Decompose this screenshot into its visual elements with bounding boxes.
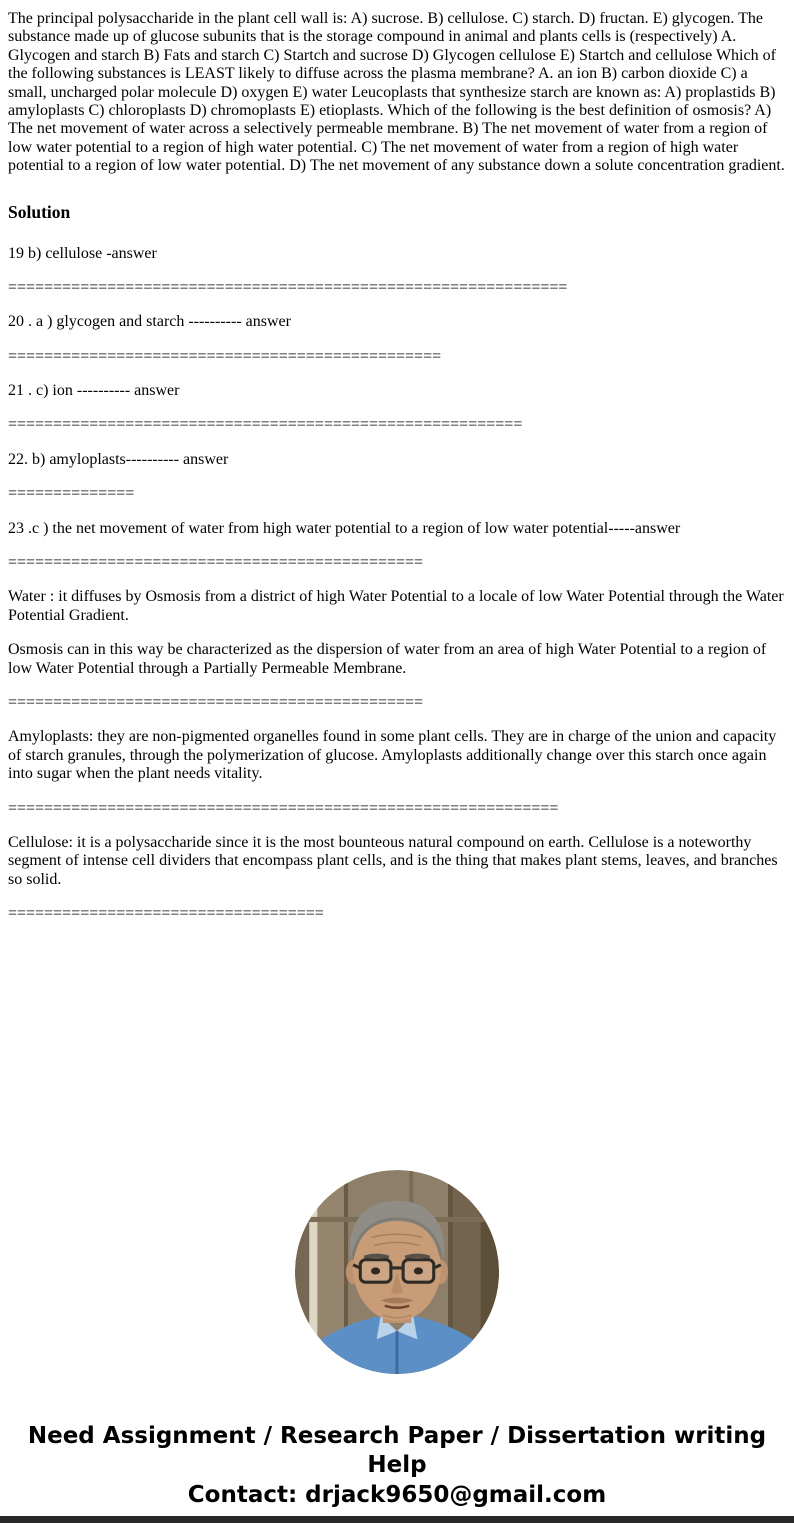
divider-line: ============================================== [8, 693, 424, 711]
explanation-cellulose: Cellulose: it is a polysaccharide since it is the most bounteous natural compound on earth. Cellulose is a noteworthy segment of intense cell dividers that encompass plant cells, and is the thing that makes plant stems, leaves, and branches so solid. [8, 833, 778, 888]
bottom-bar [0, 1516, 794, 1523]
divider-line: ============== [8, 485, 135, 503]
explanation-water: Water : it diffuses by Osmosis from a district of high Water Potential to a locale of low Water Potential through the Water Potential Gradient. [8, 588, 784, 624]
avatar-container [8, 1170, 786, 1374]
footer-help-text: Need Assignment / Research Paper / Dissertation writing Help [27, 1422, 767, 1479]
answer-line-22: 22. b) amyloplasts---------- answer [8, 450, 229, 468]
answer-line-19: 19 b) cellulose -answer [8, 244, 157, 262]
solution-heading: Solution [8, 201, 71, 222]
divider-line: ================================================ [8, 347, 442, 365]
divider-line: =================================== [8, 905, 324, 923]
explanation-amyloplasts: Amyloplasts: they are non-pigmented organelles found in some plant cells. They are in charge of the union and capacity of starch granules, through the polymerization of glucose. Amyloplasts additionally change over this starch once again into sugar when the plant needs vitality. [8, 728, 777, 783]
explanation-osmosis: Osmosis can in this way be characterized as the dispersion of water from an area of high Water Potential to a region of low Water Potential through a Partially Permeable Membrane. [8, 641, 767, 677]
divider-line: ========================================================= [8, 416, 523, 434]
footer-help-block [8, 1422, 786, 1512]
answer-line-23: 23 .c ) the net movement of water from high water potential to a region of low water potential-----answer [8, 519, 681, 537]
answer-line-21: 21 . c) ion ---------- answer [8, 382, 180, 400]
divider-line: ============================================== [8, 554, 424, 572]
question-text: The principal polysaccharide in the plant cell wall is: A) sucrose. B) cellulose. C) starch. D) fructan. E) glycogen. The substance made up of glucose subunits that is the storage compound in animal and plants cells is (respectively) A. Glycogen and starch B) Fats and starch C) Startch and sucrose D) Glycogen cellulose E) Startch and cellulose Which of the following substances is LEAST likely to diffuse across the plasma membrane? A. an ion B) carbon dioxide C) a small, uncharged polar molecule D) oxygen E) water Leucoplasts that synthesize starch are known as: A) proplastids B) amyloplasts C) chloroplasts D) chromoplasts E) etioplasts. Which of the following is the best definition of osmosis? A) The net movement of water across a selectively permeable membrane. B) The net movement of water from a region of low water potential to a region of high water potential. C) The net movement of water from a region of high water potential to a region of low water potential. D) The net movement of any substance down a solute concentration gradient. [8, 10, 785, 175]
answer-line-20: 20 . a ) glycogen and starch ---------- answer [8, 313, 291, 331]
tutor-photo [295, 1170, 499, 1374]
divider-line: ============================================================== [8, 278, 568, 296]
footer-contact-email: Contact: drjack9650@gmail.com [187, 1482, 607, 1509]
divider-line: ============================================================= [8, 799, 559, 817]
